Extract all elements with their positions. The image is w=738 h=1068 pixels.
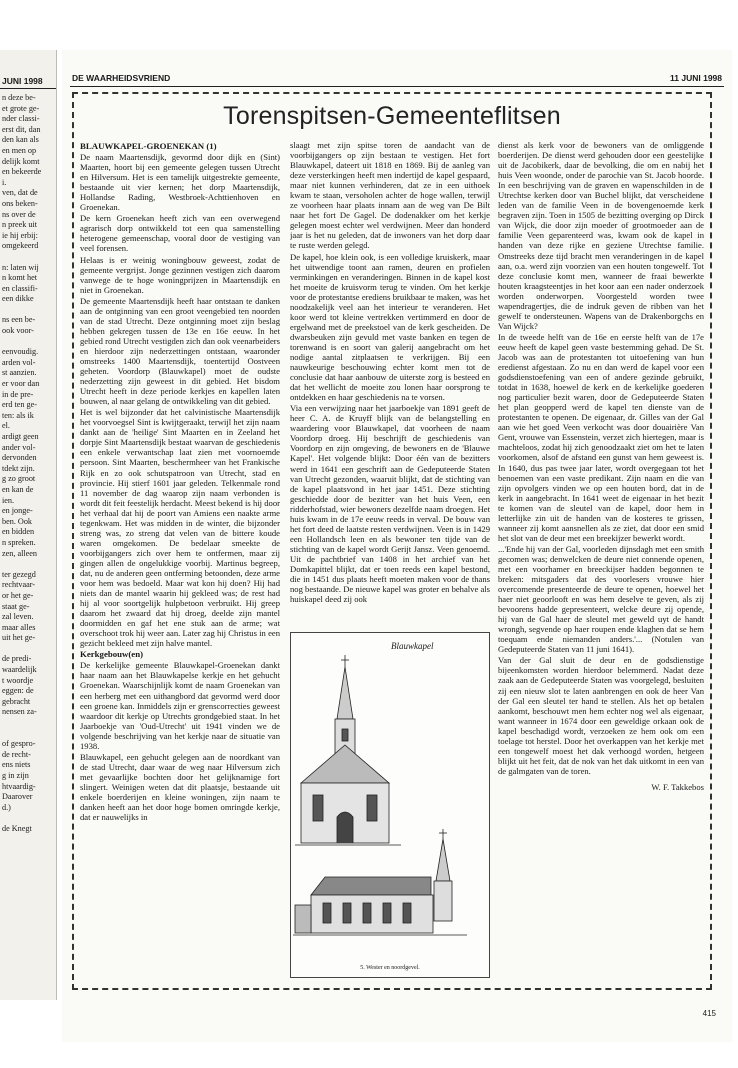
previous-page-line: ons beken- <box>2 198 38 208</box>
previous-page-line: nder classi- <box>2 114 40 124</box>
column-2-paragraphs <box>290 140 490 604</box>
previous-page-line <box>2 305 56 316</box>
previous-page-line: ns een be- <box>2 315 36 325</box>
previous-page-line: eggen: de <box>2 686 34 696</box>
previous-page-line: i. <box>2 177 7 187</box>
previous-page-line <box>2 813 56 824</box>
page-number: 415 <box>702 1009 716 1018</box>
previous-page-line: n deze be- <box>2 93 36 102</box>
article-frame <box>72 92 712 990</box>
previous-page-line: ens niets <box>2 760 31 770</box>
section-heading-blauwkapel: BLAUWKAPEL-GROENEKAN (1) <box>80 141 217 151</box>
previous-page-line: uit het ge- <box>2 633 36 643</box>
previous-page-text <box>0 89 56 835</box>
issue-date: 11 JUNI 1998 <box>670 73 722 83</box>
previous-page-line: waardelijk <box>2 665 37 675</box>
previous-page-line: ben. Ook <box>2 516 33 526</box>
article-title: Torenspitsen-Gemeenteflitsen <box>223 102 561 130</box>
previous-page-line: st aanzien. <box>2 368 37 378</box>
paragraph: Via een verwijzing naar het jaarboekje van 1891 geeft de heer C. A. de Kruyff blijk van de belangstelling en waardering voor Blauwkapel, dat voorheen de naam Voordorp droeg. Hij beschrijft de geschiedenis van Voordorp en zijn omgeving, de bewoners en de 'Blauwe Kapel'. Het volgende blijkt: Door één van de bezitters werd in 1641 een geschrift aan de Gedeputeerde Staten van Utrecht gezonden, waaruit blijkt, dat de stichting van de kapel plaatsvond in het jaar 1451. Deze stichting geschiedde door de bezitter van het huis Veen, een ridderhofstad, wier bewoners dezelfde naam droegen. Het huis kwam in de 17e eeuw reeds in verval. De bouw van het fort deed de laatste resten verdwijnen. Veen is in 1429 een Hollandsch leen en als bewoner ten tijde van de stichting van de kapel wordt Gerijt Jansz. Veen genoemd. Uit de pachtbrief van 1408 in het archief van het Domkapittel blijkt, dat er toen reeds een kapel bestond, die in 1451 dus plaats heeft moeten maken voor de thans nog bestaande. De nieuwe kapel was groter en behalve als huiskapel deed zij ook <box>290 403 490 605</box>
previous-page-line: ander vol- <box>2 442 36 452</box>
previous-page-edge <box>0 50 57 1000</box>
paragraph: Blauwkapel, een gehucht gelegen aan de noordkant van de stad Utrecht, daar waar de weg naar Hilversum zich met gevaarlijke bochten door het gelijknamige fort slingert. Weinigen weten dat dit plaatsje, bestaande uit enkele boerderijen en kleine woningen, zijn naam te danken heeft aan het door hoge bomen omringde kerkje, dat er nauwelijks in <box>80 751 280 823</box>
previous-page-line: de predi- <box>2 654 32 664</box>
previous-page-line <box>2 337 56 348</box>
previous-page-line: ter gezegd <box>2 569 36 579</box>
previous-page-line <box>2 729 56 740</box>
previous-page-line: n spreken. <box>2 537 36 547</box>
paragraph: Helaas is er weinig woningbouw geweest, zodat de gemeente vergrijst. Jonge gezinnen vestigen zich daarom vanwege de te hoge woningprijzen in Maartensdijk en niet in Groenekan. <box>80 254 280 295</box>
previous-page-line: de recht- <box>2 749 31 759</box>
previous-page-line: ien. <box>2 495 15 505</box>
previous-page-line: een dikke <box>2 294 34 304</box>
previous-page-line: maar alles <box>2 622 36 632</box>
paragraph: De gemeente Maartensdijk heeft haar ontstaan te danken aan de ontginning van een groot veengebied ten noorden van de stad Utrecht. Deze ontginning moet zijn beslag hebben gekregen tussen de 13e en 16e eeuw. In het gebied rond Utrecht vestigden zich dan ook veenarbeiders en hierdoor zijn nederzettingen ontstaan, waaronder omstreeks 1400 Maartensdijk, toentertijd Oostveen geheten. Voordorp (Blauwkapel) moet de oudste nederzetting zijn geweest in dit gebied. Het bisdom Utrecht heeft in deze periode kerkjes en kapellen laten bouwen, al naar gelang de ontwikkeling van dit gebied. <box>80 295 280 407</box>
page-header <box>70 72 724 87</box>
previous-page-line: ook voor- <box>2 326 34 336</box>
paragraph: dienst als kerk voor de bewoners van de omliggende boerderijen. De dienst werd gehouden door een geestelijke uit de Jacobikerk, daar de bevolking, die om en nabij het huis Veen woonde, onder de parochie van St. Jacob hoorde. In een beschrijving van de graven en wapenschilden in de Utrechtse kerken door van Buchel blijkt, dat verscheidene leden van de familie Veen in de bovengenoemde kerk begraven zijn. Toen in 1505 de bezitting overging op Dirck van Wijck, die door zijn moeder of grootmoeder aan de familie Veen geparenteerd was, kwam ook de kapel in handen van deze rijke en gezienе Utrechtse familie. Omstreeks deze tijd bracht men veranderingen in de kapel aan, o.a. werd zijn voorzien van een houten tongewelf. Tot deze conclusie komt men, wanneer de fraai bewerkte houten kraagsteentjes in het koor aan een nader onderzoek worden onderworpen. Voorgesteld worden twee wapendragertjes, die de indruk geven de ribben van het gewelf te ondersteunen. Wapens van de Drakenborgchs en Van Wijck? <box>498 140 704 331</box>
previous-page-line: htvaardig- <box>2 781 36 791</box>
section-heading-kerkgebouw: Kerkgebouw(en) <box>80 649 144 660</box>
church-drawing <box>291 633 489 977</box>
previous-page-line: ie hij erbij: <box>2 230 38 240</box>
previous-page-line: staat ge- <box>2 601 30 611</box>
paragraph: De kern Groenekan heeft zich van een overwegend agrarisch dorp ontwikkeld tot een qua samenstelling heterogene gemeenschap, vooral door de vestiging van veel forensen. <box>80 213 280 254</box>
paragraph: In de tweede helft van de 16e en eerste helft van de 17e eeuw heeft de kapel geen vaste bestemming gehad. De St. Jacob was aan de protestanten tot uitoefening van hun eredienst afgestaan. Zo nu en dan werd de kapel voor een godsdienstoefening van een of andere gezinde gebruikt, totdat in 1638, hoewel de kerk en de kerkelijke goederen nog particulier bezit waren, door de Gedeputeerde Staten het plan geopperd werd de kapel ten dienste van de protestanten te openen. De eigenaar, dr. Gilles van der Gal aan wie het goed Veen verkocht was door douairière Van Gent, vrouwe van Essenstein, verzet zich hiertegen, maar is machteloos, zodat hij zich genoodzaakt ziet om het te laten voorkomen, alsof de afstand een gunst van hem geweest is. In 1640, dus pas twee jaar later, wordt overgegaan tot het benoemen van een vaste predikant. Zijn naam en die van zijn opvolgers vinden we op een houten bord, dat in de kerk in aangebracht. In 1641 weet de eigenaar in het bezit te komen van de sleutel van de kapel, door hem in letterlijke zin uit de handen van de kosteres te grissen, wanneer zij komt aansnellen als ze ziet, dat door een smid het slot van de deur met een breekijzer bewerkt wordt. <box>498 331 704 543</box>
previous-page-line: erst dit, dan <box>2 124 41 134</box>
figure-caption: 5. Wester en noordgevel. <box>360 965 420 971</box>
previous-page-line: en men op <box>2 145 37 155</box>
figure-label: Blauwkapel <box>391 641 434 651</box>
previous-page-line: g in zijn <box>2 771 29 780</box>
previous-page-line: zal leven. <box>2 612 34 622</box>
previous-page-line: ven, dat de <box>2 188 38 198</box>
paragraph: Van der Gal sluit de deur en de godsdienstige bijeenkomsten worden hierdoor belemmerd. Nadat deze zaak aan de Gedeputeerde Staten was voorgelegd, besluiten zij een nieuw slot te laten aanbrengen en ook de heer Van der Gal een sleutel ter hand te stellen. Als het op betalen aankomt, beschouwt men hem echter nog wel als eigenaar, want wanneer in 1674 door een geweldige orkaan ook de kapel beschadigd wordt, verzoeken ze hem ook om een toelage tot herstel. Door het overkappen van het kerkje met een tongewelf moest het dak verhoogd worden, hetgeen blijkt uit het feit, dat de nok van het dak uitkomt in een van de galmgaten van de toren. <box>498 655 704 776</box>
previous-page-line: n: laten wij <box>2 262 39 272</box>
author-signature: W. F. Takkebos <box>651 781 704 792</box>
previous-page-line: er voor dan <box>2 379 40 389</box>
paragraph: De naam Maartensdijk, gevormd door dijk en (Sint) Maarten, hoort bij een gemeente gelegen tussen Utrecht en Hilversum. Het is een tamelijk uitgestrekte gemeente, bestaande uit vier kernen; het dorp Maartensdijk, Hollandse Rading, Westbroek-Achttienhoven en Groenekan. <box>80 152 280 213</box>
previous-page-line: erd ten ge- <box>2 400 38 410</box>
previous-page-line: en kan de <box>2 484 34 494</box>
previous-page-line: den kan als <box>2 135 39 145</box>
previous-page-line: rechtvaar- <box>2 580 36 590</box>
publication-name: DE WAARHEIDSVRIEND <box>72 73 171 83</box>
newspaper-page <box>62 50 732 1042</box>
previous-page-line: ten: als ik <box>2 410 34 420</box>
paragraph: Het is wel bijzonder dat het calvinistische Maartensdijk het voorvoegsel Sint is kwijtgeraakt, terwijl het zijn naam dankt aan de 'heilige' Sint Maarten en in Zeeland het dorpje Sint Maartensdijk bestaat waarvan de geschiedenis een enkele verwantschap laat zien met voornoemde persoon. Sint Maarten, beschermheer van het Frankische Rijk en zo ook schutspatroon van Utrecht, stad en provincie. Hij stierf 1601 jaar geleden. Telkenmale rond 11 november de dag waarop zijn naam verbonden is wordt dit feit feestelijk herdacht. Meest bekend is hij door het verhaal dat hij de poort van Amiens een naakte arme tegenkwam. Het was midden in de winter, die bijzonder streng was, zo streng dat velen van de bittere koude waren omgekomen. De bedelaar smeekte de voorbijgangers zich over hem te ontfermen, maar zij gingen allen de ongelukkige voorbij. Martinus begreep, dat, nu de anderen geen ontferming betoonden, deze arme voor hem was bedoeld. Maar wat kon hij doen? Hij had niets dan de mantel waarin hij gekleed was; de rest had hij al voor soortgelijk hulpbetoon verbruikt. Hij greep daarom het zwaard dat hij droeg, deelde zijn mantel doormidden en gaf het ene stuk aan de arme; wat overschoot trok hij weer aan. Later zag hij Christus in een gezicht bekleed met zijn halve mantel. <box>80 407 280 649</box>
column-2 <box>290 140 490 630</box>
previous-page-line: or het ge- <box>2 590 34 600</box>
paragraph: De kapel, hoe klein ook, is een volledige kruiskerk, maar het uitwendige toont aan ramen, deuren en profielen verminkingen en veranderingen. Binnen in de kapel kost het moeite de kruisvorm terug te vinden. Om het kerkje voor de protestantse erediens bruikbaar te maken, was het noodzakelijk veel aan het interieur te veranderen. Het koor werd tot kleine vertrekken vertimmerd en door de ergelwand met de preekstoel van de kerk gescheiden. De dwarsbeuken zijn gevuld met vaste banken en tegen de torenwand is en soort van galerij aangebracht om het nodige aantal zitplaatsen te verkrijgen. Bij een nauwkeurige beschouwing echter komt men tot de conclusie dat haar aanbouw de uiterste zorg is besteed en dat het wellicht de moeite zou lonen haar oorsprong te ontdekken en haar geschiedenis na te vorsen. <box>290 251 490 403</box>
paragraph: De kerkelijke gemeente Blauwkapel-Groenekan dankt haar naam aan het Blauwkapelse kerkje en het gehucht Groenekan. Waarschijnlijk komt de naam Groenekan van een herberg met een uithangbord dat gevormd werd door een groene kan. Inmiddels zijn er grenscorrecties geweest waardoor dit kerkje op Utrechts grondgebied staat. In het Jaarboekje van 'Oud-Utrecht' uit 1941 vinden we de volgende beschrijving van het kerkje naar de situatie van 1938. <box>80 660 280 751</box>
previous-page-line: delijk komt <box>2 156 40 166</box>
previous-page-line: ns over de <box>2 209 36 219</box>
previous-page-line: omgekeerd <box>2 241 39 251</box>
previous-page-line: dervonden <box>2 453 37 463</box>
previous-page-line: arden vol- <box>2 357 36 367</box>
column-3-paragraphs <box>498 140 704 776</box>
previous-page-line: Daarover <box>2 792 33 802</box>
previous-page-line <box>2 718 56 729</box>
previous-page-line: en classifi- <box>2 283 38 293</box>
previous-page-line: en bidden <box>2 527 35 537</box>
previous-page-line: zen, alleen <box>2 548 38 558</box>
paragraph: ...'Ende hij van der Gal, voorleden dijnsdagh met een smith gecomen was; denwelcken de deure niet connende openen, met een voorhamer en breeckijser hadden begonnen te breken: mitsgaders dat des voorlesers vrouwe hier overcomende presenteerde de deure te openen, hoewel het haer niet geoorlooft en was hem deselve te geven, als zij bevoorens hadde gepresenteert, welcke deure zij opende, hij van de Gal haer de sleutel met geweld uyt de handt wrongh, segvende op haer roupen ende klaghen dat se hem toequam ende niemanden anders.'... (Notulen van Gedeputeerde Staten van 11 juni 1641). <box>498 543 704 655</box>
church-illustration <box>290 632 490 978</box>
column-3 <box>498 140 704 978</box>
previous-page-line <box>2 559 56 570</box>
column-1-paragraphs-b <box>80 660 280 822</box>
previous-page-line: et grote ge- <box>2 103 40 113</box>
previous-page-line: gebracht <box>2 696 31 706</box>
column-1-paragraphs <box>80 152 280 648</box>
previous-page-line: el. <box>2 421 10 431</box>
previous-page-date: JUNI 1998 <box>0 50 56 89</box>
previous-page-line: en jonge- <box>2 506 33 516</box>
previous-page-line: n komt het <box>2 273 38 283</box>
previous-page-line: nensen za- <box>2 707 37 717</box>
previous-page-line: ardigt geen <box>2 432 39 441</box>
column-1 <box>80 140 280 978</box>
previous-page-line: d.) <box>2 802 11 812</box>
previous-page-line: de Knegt <box>2 823 32 833</box>
previous-page-line: t woordje <box>2 675 34 685</box>
previous-page-line <box>2 252 56 263</box>
previous-page-line: en bekeerde <box>2 167 42 177</box>
previous-page-line: of gespro- <box>2 739 36 749</box>
previous-page-line <box>2 644 56 655</box>
previous-page-line: g zo groot <box>2 474 36 484</box>
previous-page-line: n preek uit <box>2 220 38 230</box>
paragraph: slaagt met zijn spitse toren de aandacht van de voorbijgangers op zijn bestaan te vestigen. Het fort Blauwkapel, dateert uit 1818 en 1869. Bij de aanleg van deze versterkingen heeft men indertijd de kapel gespaard, maar niet kunnen verhinderen, dat ze in een uithoek kwam te staan, versoholen achter de hoge wallen, terwijl ze voorheen haar plaats innam aan de weg van De Bilt naar het fort De Gagel. De dodenakker om het kerkje gelegen moest echter wel verdwijnen. Meer dan honderd jaar is het nu geleden, dat de inwoners van het dorp daar te ruste werden gelegd. <box>290 140 490 251</box>
previous-page-line: eenvoudig. <box>2 347 39 357</box>
previous-page-line: tdekt zijn. <box>2 463 35 473</box>
previous-page-line: in de pre- <box>2 389 34 399</box>
